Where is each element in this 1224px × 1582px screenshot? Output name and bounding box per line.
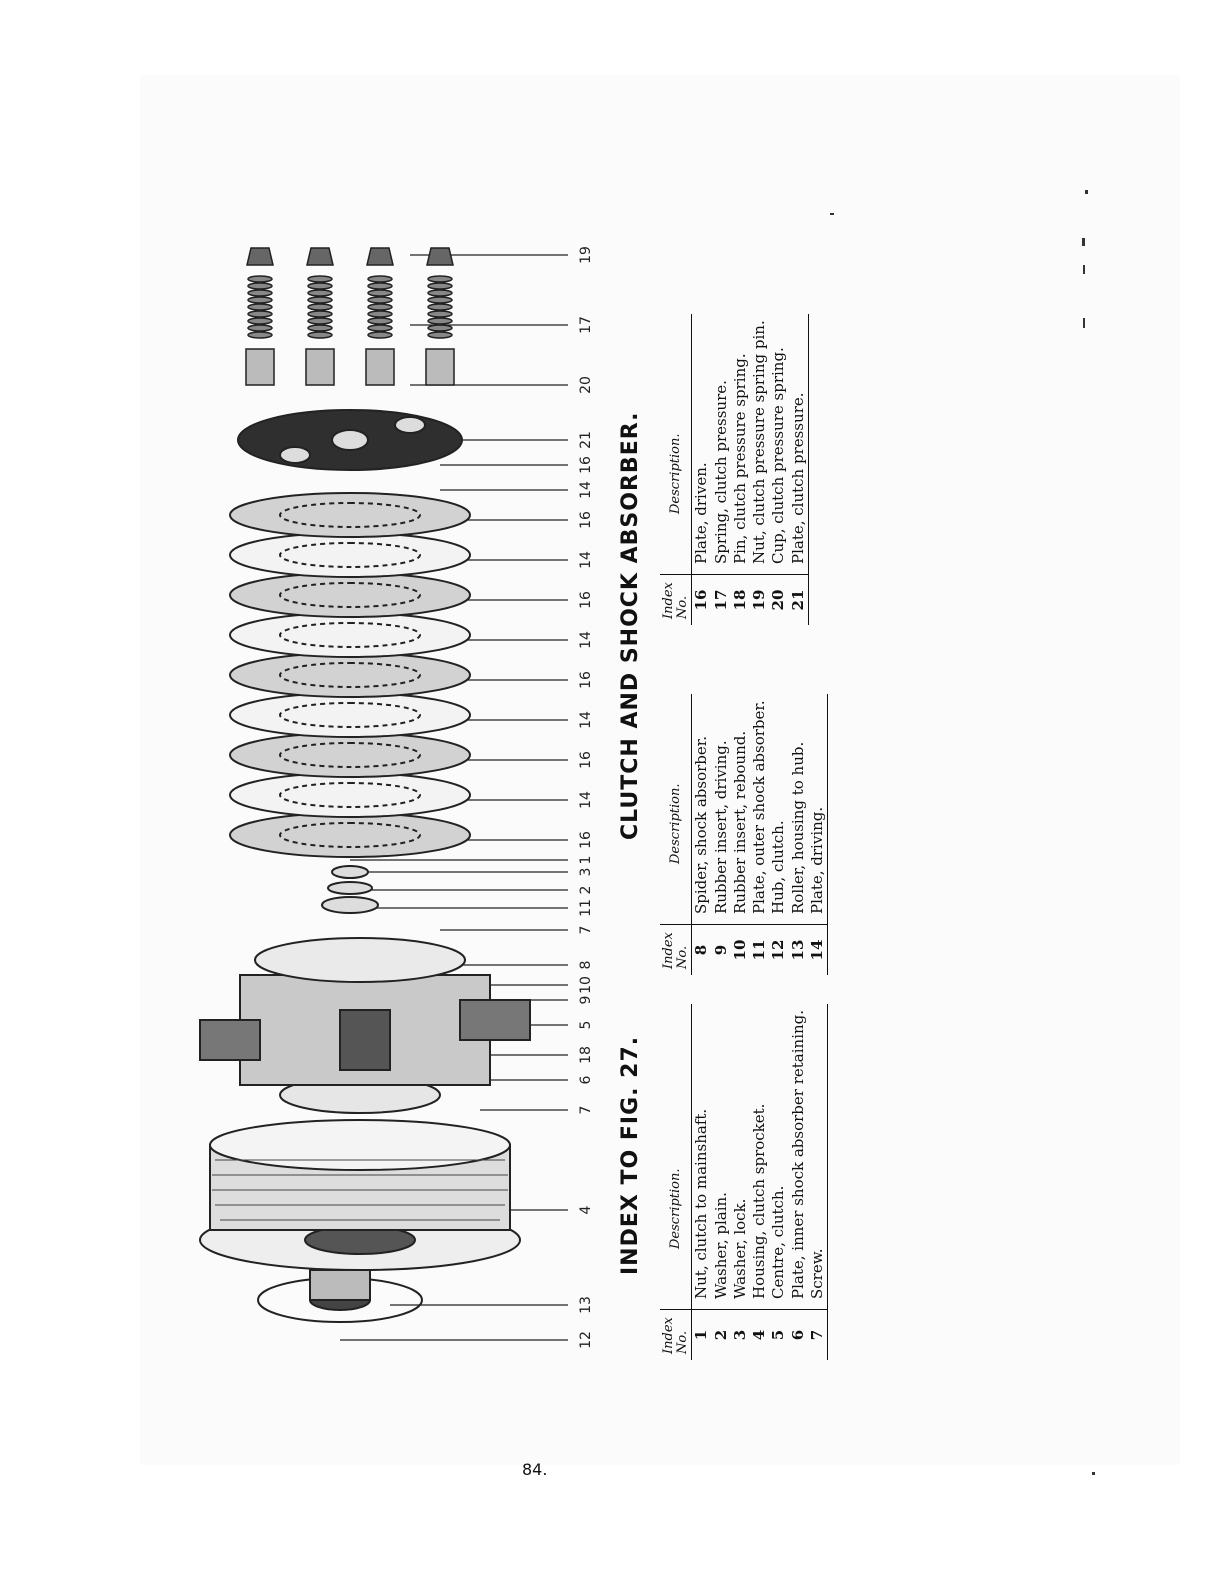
index-number: 11	[750, 925, 769, 976]
spring-pin-set	[366, 248, 394, 385]
part-description: Spring, clutch pressure.	[711, 380, 730, 564]
table-row	[692, 1004, 712, 1360]
part-description: Rubber insert, driving.	[711, 740, 730, 914]
callout-label: 1	[578, 855, 594, 865]
callout-label: 14	[578, 551, 594, 569]
callout-label: 16	[578, 456, 594, 474]
part-description: Rubber insert, rebound.	[730, 730, 749, 914]
index-number: 6	[789, 1310, 808, 1361]
part-description: Screw.	[808, 1004, 828, 1310]
index-number: 20	[769, 575, 788, 626]
table-row	[731, 314, 750, 625]
callout-label: 7	[578, 925, 594, 935]
index-number: 14	[808, 925, 828, 976]
index-number: 18	[731, 575, 750, 626]
part-description: Cup, clutch pressure spring.	[769, 347, 788, 564]
index-number: 5	[769, 1310, 788, 1361]
description-header: Description.	[660, 314, 692, 574]
table-row	[750, 1004, 769, 1360]
table-row	[769, 1004, 788, 1360]
table-row	[712, 314, 731, 625]
index-number: 9	[712, 925, 731, 976]
part-description: Washer, plain.	[711, 1192, 730, 1299]
parts-table-1	[660, 1004, 828, 1360]
table-row	[789, 314, 809, 625]
parts-table-2	[660, 694, 828, 975]
callout-label: 14	[578, 481, 594, 499]
index-number: 16	[692, 575, 712, 626]
clutch-plate	[230, 533, 470, 577]
clutch-pressure-plate	[238, 410, 462, 470]
part-description: Plate, driving.	[808, 694, 828, 924]
callout-label: 21	[578, 431, 594, 449]
table-row	[712, 694, 731, 975]
parts-table-3	[660, 314, 809, 625]
table-row	[692, 694, 712, 975]
callout-label: 14	[578, 631, 594, 649]
figure-caption: CLUTCH AND SHOCK ABSORBER.	[618, 411, 643, 840]
callout-label: 12	[578, 1331, 594, 1349]
part-description: Nut, clutch to mainshaft.	[692, 1108, 711, 1299]
clutch-plate	[230, 653, 470, 697]
index-number: 10	[731, 925, 750, 976]
spring-pin-set	[246, 248, 274, 385]
table-row	[750, 314, 769, 625]
callout-label: 4	[578, 1205, 594, 1215]
callout-label: 10	[578, 976, 594, 994]
index-no-header: Index No.	[660, 575, 692, 626]
callout-label: 16	[578, 831, 594, 849]
callout-label: 2	[578, 885, 594, 895]
part-description: Washer, lock.	[730, 1198, 749, 1299]
part-description: Centre, clutch.	[769, 1185, 788, 1299]
table-row	[750, 694, 769, 975]
callout-label: 5	[578, 1020, 594, 1030]
clutch-plate	[230, 613, 470, 657]
table-row	[789, 1004, 808, 1360]
table-row	[712, 1004, 731, 1360]
part-description: Plate, outer shock absorber.	[750, 700, 769, 914]
scan-speck	[1085, 190, 1088, 194]
callout-label: 16	[578, 751, 594, 769]
callout-label: 6	[578, 1075, 594, 1085]
callout-label: 19	[578, 246, 594, 264]
part-description: Plate, clutch pressure.	[789, 314, 809, 574]
description-header: Description.	[660, 694, 692, 924]
index-number: 12	[769, 925, 788, 976]
index-no-header: Index No.	[660, 925, 692, 976]
description-header: Description.	[660, 1004, 692, 1310]
part-description: Hub, clutch.	[769, 820, 788, 914]
callout-label: 16	[578, 671, 594, 689]
index-caption: INDEX TO FIG. 27.	[618, 1035, 643, 1275]
clutch-plate	[230, 573, 470, 617]
callout-label: 20	[578, 376, 594, 394]
index-number: 2	[712, 1310, 731, 1361]
callout-label: 16	[578, 511, 594, 529]
table-row	[808, 1004, 828, 1360]
callout-label: 9	[578, 995, 594, 1005]
table-row	[769, 694, 788, 975]
part-description: Plate, driven.	[692, 462, 711, 564]
rotated-page-content	[160, 200, 940, 1360]
shock-absorber-assembly	[200, 938, 530, 1113]
callout-label: 14	[578, 711, 594, 729]
index-number: 21	[789, 575, 809, 626]
callout-label: 14	[578, 791, 594, 809]
index-number: 19	[750, 575, 769, 626]
index-number: 1	[692, 1310, 712, 1361]
diagram-callout-labels	[578, 246, 594, 1349]
part-description: Plate, inner shock absorber retaining.	[788, 1009, 807, 1299]
index-number: 7	[808, 1310, 828, 1361]
spring-pin-set	[426, 248, 454, 385]
index-number: 4	[750, 1310, 769, 1361]
scan-speck	[1092, 1472, 1095, 1475]
index-number: 13	[789, 925, 808, 976]
clutch-plates-stack	[230, 493, 470, 857]
clutch-plate	[230, 813, 470, 857]
scan-speck	[1082, 238, 1085, 246]
callout-label: 16	[578, 591, 594, 609]
table-row	[789, 694, 808, 975]
clutch-plate	[230, 733, 470, 777]
scan-speck	[1083, 265, 1085, 274]
exploded-clutch-diagram	[160, 200, 610, 1360]
clutch-sprocket-housing	[200, 1120, 520, 1270]
part-description: Housing, clutch sprocket.	[750, 1103, 769, 1299]
index-number: 17	[712, 575, 731, 626]
callout-label: 18	[578, 1046, 594, 1064]
scan-speck	[1083, 318, 1085, 328]
index-number: 8	[692, 925, 712, 976]
clutch-plate	[230, 693, 470, 737]
callout-label: 7	[578, 1105, 594, 1115]
pressure-springs-and-pins	[246, 248, 454, 385]
part-description: Spider, shock absorber.	[692, 735, 711, 914]
part-description: Nut, clutch pressure spring pin.	[750, 320, 769, 564]
clutch-hub-part	[258, 1270, 422, 1322]
table-row	[692, 314, 712, 625]
spring-pin-set	[306, 248, 334, 385]
part-description: Pin, clutch pressure spring.	[730, 353, 749, 564]
callout-label: 8	[578, 960, 594, 970]
index-number: 3	[731, 1310, 750, 1361]
page-number: 84.	[522, 1460, 548, 1479]
washers-and-nut	[322, 866, 378, 913]
callout-label: 3	[578, 867, 594, 877]
callout-label: 11	[578, 899, 594, 917]
callout-label: 17	[578, 316, 594, 334]
table-row	[769, 314, 788, 625]
table-row	[731, 694, 750, 975]
index-no-header: Index No.	[660, 1310, 692, 1361]
callout-label: 13	[578, 1296, 594, 1314]
table-row	[731, 1004, 750, 1360]
part-description: Roller, housing to hub.	[788, 741, 807, 914]
clutch-plate	[230, 493, 470, 537]
table-row	[808, 694, 828, 975]
scan-speck	[830, 213, 834, 215]
clutch-plate	[230, 773, 470, 817]
